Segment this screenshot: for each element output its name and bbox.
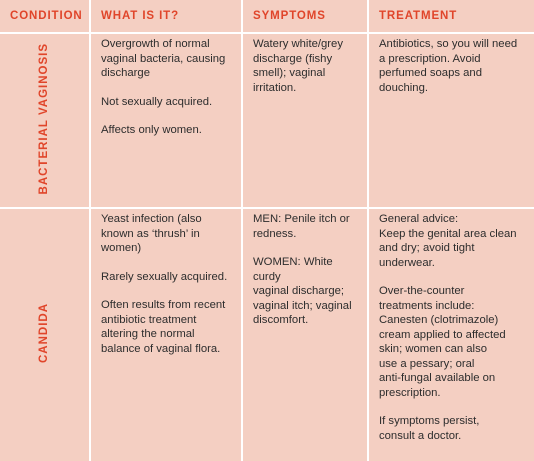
treatment-paragraph: If symptoms persist, consult a doctor.: [379, 415, 480, 442]
what-paragraph: Affects only women.: [101, 124, 202, 136]
what-paragraph: Overgrowth of normal vaginal bacteria, causing discharge: [101, 38, 226, 79]
header-symptoms: SYMPTOMS: [242, 0, 368, 33]
what-cell: [90, 33, 242, 208]
condition-cell: [0, 208, 90, 461]
table-row: [0, 33, 534, 208]
treatment-paragraph: Over-the-counter treatments include: Canesten (clotrimazole) cream applied to affected skin; women can also use a pessary; oral anti-fungal available on prescription.: [379, 285, 506, 399]
condition-cell: [0, 33, 90, 208]
what-cell: [90, 208, 242, 461]
header-what-is-it: WHAT IS IT?: [90, 0, 242, 33]
treatment-cell: [368, 33, 534, 208]
symptoms-paragraph: Watery white/grey discharge (fishy smell); vaginal irritation.: [253, 38, 343, 94]
condition-label: CANDIDA: [38, 302, 51, 363]
treatment-cell: [368, 208, 534, 461]
what-paragraph: Not sexually acquired.: [101, 95, 213, 108]
symptoms-paragraph: WOMEN: White curdy vaginal discharge; vaginal itch; vaginal discomfort.: [253, 256, 352, 327]
header-row: [0, 0, 534, 33]
symptoms-cell: [242, 33, 368, 208]
what-paragraph: Often results from recent antibiotic treatment altering the normal balance of vaginal flora.: [101, 299, 226, 355]
header-condition: CONDITION: [0, 0, 90, 33]
table-row: [0, 208, 534, 461]
header-treatment: TREATMENT: [368, 0, 534, 33]
what-paragraph: Yeast infection (also known as ‘thrush’ in women): [101, 213, 202, 255]
symptoms-paragraph: MEN: Penile itch or redness.: [253, 213, 350, 240]
symptoms-cell: [242, 208, 368, 461]
condition-label: BACTERIAL VAGINOSIS: [38, 42, 51, 195]
treatment-paragraph: Antibiotics, so you will need a prescription. Avoid perfumed soaps and douching.: [379, 38, 518, 94]
what-paragraph: Rarely sexually acquired.: [101, 270, 228, 283]
treatment-paragraph: General advice: Keep the genital area clean and dry; avoid tight underwear.: [379, 213, 517, 269]
